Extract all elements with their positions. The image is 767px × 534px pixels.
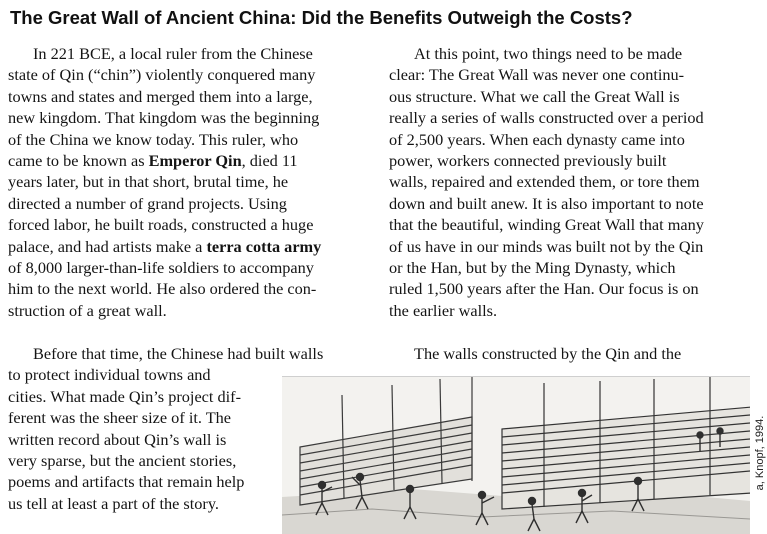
emperor-qin-term: Emperor Qin <box>148 150 242 170</box>
text-line: cities. What made Qin’s project dif- <box>8 386 241 406</box>
text-line: state of Qin (“chin”) violently conquered many <box>8 65 316 85</box>
text-line: towns and states and merged them into a large, <box>8 86 313 106</box>
text-line: struction of a great wall. <box>8 300 167 320</box>
text-line: ferent was the sheer size of it. The <box>8 408 232 428</box>
paragraph-walls-constructed <box>389 343 761 364</box>
text-line: that the beautiful, winding Great Wall that many <box>389 215 704 235</box>
text-line: new kingdom. That kingdom was the beginning <box>8 108 320 128</box>
text-line: clear: The Great Wall was never one continu- <box>389 65 685 85</box>
text-line: us tell at least a part of the story. <box>8 493 219 513</box>
text-line: Before that time, the Chinese had built walls <box>33 344 324 363</box>
text-line: ous structure. What we call the Great Wall is <box>389 86 680 106</box>
text-line: directed a number of grand projects. Using <box>8 193 287 213</box>
text-run: , died 11 <box>241 150 298 170</box>
text-line: ruled 1,500 years after the Han. Our focus is on <box>389 279 699 299</box>
text-run: palace, and had artists make a <box>8 236 207 256</box>
text-line: forced labor, he built roads, constructed a huge <box>8 215 314 235</box>
text-line: of 8,000 larger-than-life soldiers to accompany <box>8 257 314 277</box>
paragraph-qin-conquest <box>8 43 366 321</box>
text-line: or the Han, but by the Ming Dynasty, which <box>389 257 676 277</box>
text-line: him to the next world. He also ordered the con- <box>8 279 317 299</box>
paragraph-at-this-point <box>389 43 761 321</box>
text-line: of the China we know today. This ruler, who <box>8 129 299 149</box>
text-line: The walls constructed by the Qin and the <box>414 344 682 363</box>
text-line: down and built anew. It is also important to note <box>389 193 704 213</box>
text-line: poems and artifacts that remain help <box>8 472 245 492</box>
text-line: In 221 BCE, a local ruler from the Chinese <box>33 44 313 63</box>
article-title: The Great Wall of Ancient China: Did the Benefits Outweigh the Costs? <box>10 7 633 28</box>
text-line: the earlier walls. <box>389 300 498 320</box>
image-credit <box>752 380 766 530</box>
text-line: At this point, two things need to be made <box>414 44 683 63</box>
text-line: walls, repaired and extended them, or tore them <box>389 172 700 192</box>
image-credit-text: a, Knopf, 1994. <box>754 415 766 491</box>
text-line: years later, but in that short, brutal time, he <box>8 172 289 192</box>
text-line: of us have in our minds was built not by the Qin <box>389 236 704 256</box>
text-line <box>8 236 366 257</box>
text-line <box>8 150 366 171</box>
text-line: really a series of walls constructed over a period <box>389 108 704 128</box>
text-line: very sparse, but the ancient stories, <box>8 450 237 470</box>
text-line: to protect individual towns and <box>8 365 211 385</box>
terra-cotta-army-term: terra cotta army <box>206 236 322 256</box>
text-run: came to be known as <box>8 150 149 170</box>
text-line: power, workers connected previously built <box>389 150 667 170</box>
text-line: of 2,500 years. When each dynasty came into <box>389 129 685 149</box>
text-line: written record about Qin’s wall is <box>8 429 227 449</box>
wall-construction-illustration <box>282 376 750 534</box>
